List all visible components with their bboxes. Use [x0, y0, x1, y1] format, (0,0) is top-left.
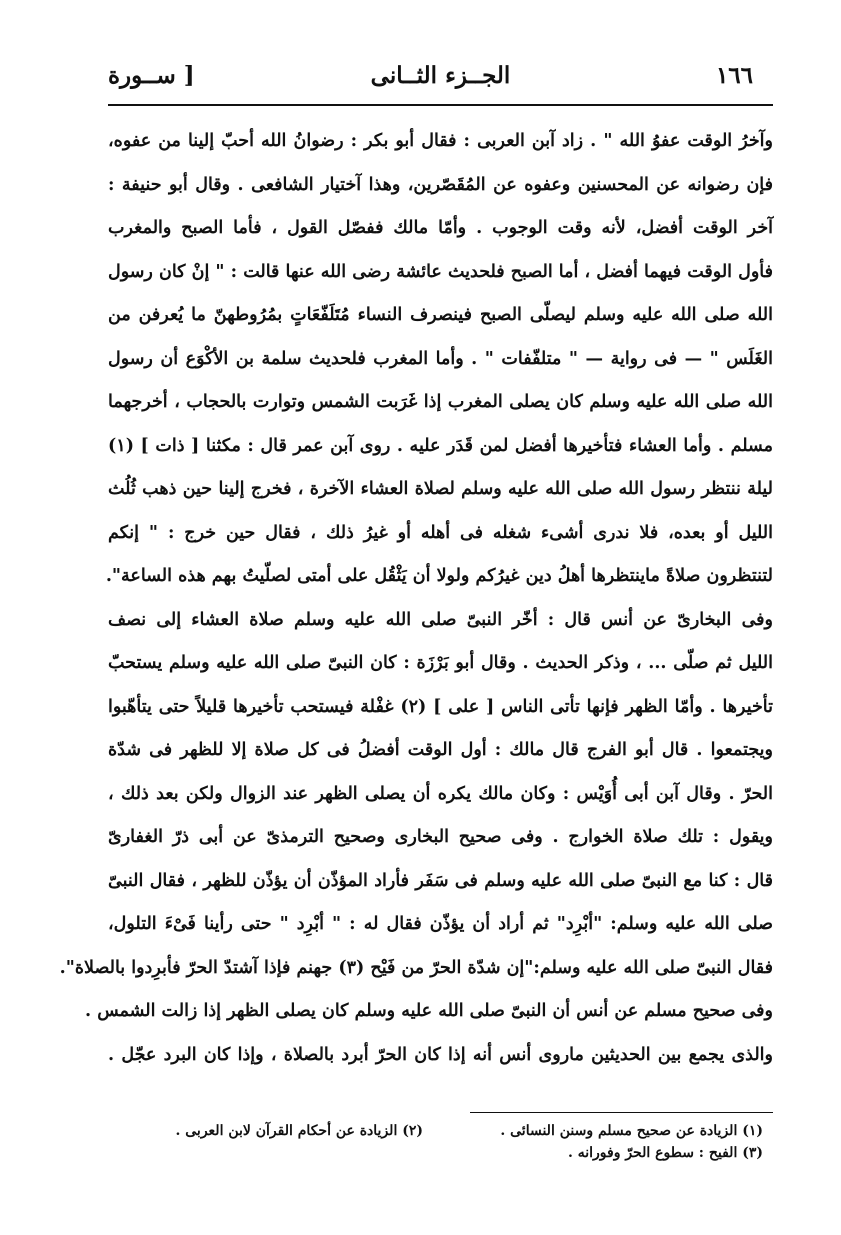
text-line: ليلة ننتظر رسول الله صلى الله عليه وسلم لصلاة العشاء الآخرة ، فخرج إلينا حين ذهب ثُلُث	[108, 479, 773, 499]
text-line: الغَلَس " — فى رواية — " متلفّفات " . وأما المغرب فلحديث سلمة بن الأكْوَع أن رسول	[108, 348, 773, 369]
text-line: الله صلى الله عليه وسلم ليصلّى الصبح فينصرف النساء مُتَلَفّعَاتٍ بمُرُوطهنّ ما يُعرفن من	[108, 305, 773, 325]
text-line: مسلم . وأما العشاء فتأخيرها أفضل لمن قَدَر عليه . روى آبن عمر قال : مكثنا [ ذات ] (١)	[108, 435, 773, 456]
text-line: آخر الوقت أفضل، لأنه وقت الوجوب . وأمّا مالك ففصّل القول ، فأما الصبح والمغرب	[108, 218, 773, 238]
footnote-row	[108, 1120, 773, 1142]
text-line: فقال النبىّ صلى الله عليه وسلم:"إن شدّة الحرّ من فَيْح (٣) جهنم فإذا آشتدّ الحرّ فأبرِدوا بالصلاة".	[59, 957, 773, 978]
footnotes	[108, 1120, 773, 1164]
text-line: وفى البخارىّ عن أنس قال : أخّر النبىّ صلى الله عليه وسلم صلاة العشاء إلى نصف	[108, 609, 773, 630]
footnote-row	[108, 1142, 773, 1164]
text-line: تأخيرها . وأمّا الظهر فإنها تأتى الناس [ على ] (٢) غفْلة فيستحب تأخيرها قليلاً حتى يتأهّبوا	[108, 696, 773, 717]
text-line: الله صلى الله عليه وسلم كان يصلى المغرب إذا غَرَبت الشمس وتوارت بالحجاب ، أخرجهما	[108, 392, 773, 412]
surah-label: [ ســورة	[108, 62, 195, 89]
text-line: وفى صحيح مسلم عن أنس أن النبىّ صلى الله عليه وسلم كان يصلى الظهر إذا زالت الشمس .	[85, 1001, 773, 1021]
running-title: الجــزء الثــانى	[370, 62, 511, 89]
footnote-rule	[470, 1112, 773, 1113]
text-line: الليل أو بعده، فلا ندرى أشىء شغله فى أهله أو غيرُ ذلك ، فقال حين خرج : " إنكم	[108, 522, 773, 543]
header-rule	[108, 104, 773, 106]
body-text	[59, 120, 773, 1077]
text-line: فإن رضوانه عن المحسنين وعفوه عن المُقَصّرين، وهذا آختيار الشافعى . وقال أبو حنيفة :	[108, 174, 773, 195]
text-line: صلى الله عليه وسلم: "أبْرِد" ثم أراد أن يؤذّن فقال له : " أبْرِد " حتى رأينا فَىْءَ التلول،	[108, 914, 773, 934]
page-number: ١٦٦	[715, 62, 753, 89]
text-line: الحرّ . وقال آبن أبى أُوَيْس : وكان مالك يكره أن يصلى الظهر عند الزوال ولكن بعد ذلك ،	[108, 783, 773, 804]
text-line: والذى يجمع بين الحديثين ماروى أنس أنه إذا كان الحرّ أبرد بالصلاة ، وإذا كان البرد عجّل .	[108, 1044, 773, 1065]
text-line: ويجتمعوا . قال أبو الفرج قال مالك : أول الوقت أفضلُ فى كل صلاة إلا للظهر فى شدّة	[108, 740, 773, 760]
text-line: فأول الوقت فيهما أفضل ، أما الصبح فلحديث عائشة رضى الله عنها قالت : " إنْ كان رسول	[108, 261, 773, 282]
page-header	[108, 56, 773, 100]
text-line: الليل ثم صلّى ... ، وذكر الحديث . وقال أبو بَرْزَة : كان النبىّ صلى الله عليه وسلم يستحبّ	[108, 653, 773, 673]
text-line: لتنتظرون صلاةً ماينتظرها أهلُ دين غيرُكم ولولا أن يَثْقُل على أمتى لصلّيتُ بهم هذه الساعة".	[105, 566, 773, 586]
footnote-2: (٢) الزيادة عن أحكام القرآن لابن العربى .	[175, 1123, 423, 1139]
text-line: قال : كنا مع النبىّ صلى الله عليه وسلم فى سَفَر فأراد المؤذّن أن يؤذّن للظهر ، فقال النبىّ	[108, 870, 773, 891]
text-line: ويقول : تلك صلاة الخوارج . وفى صحيح البخارى وصحيح الترمذىّ عن أبى ذرّ الغفارىّ	[108, 827, 773, 847]
text-line: وآخرُ الوقت عفوُ الله " . زاد آبن العربى : فقال أبو بكر : رضوانُ الله أحبّ إلينا من عفوه،	[108, 131, 773, 151]
footnote-3: (٣) الفيح : سطوع الحرّ وفورانه .	[567, 1145, 763, 1161]
footnote-1: (١) الزيادة عن صحيح مسلم وسنن النسائى .	[500, 1123, 763, 1139]
